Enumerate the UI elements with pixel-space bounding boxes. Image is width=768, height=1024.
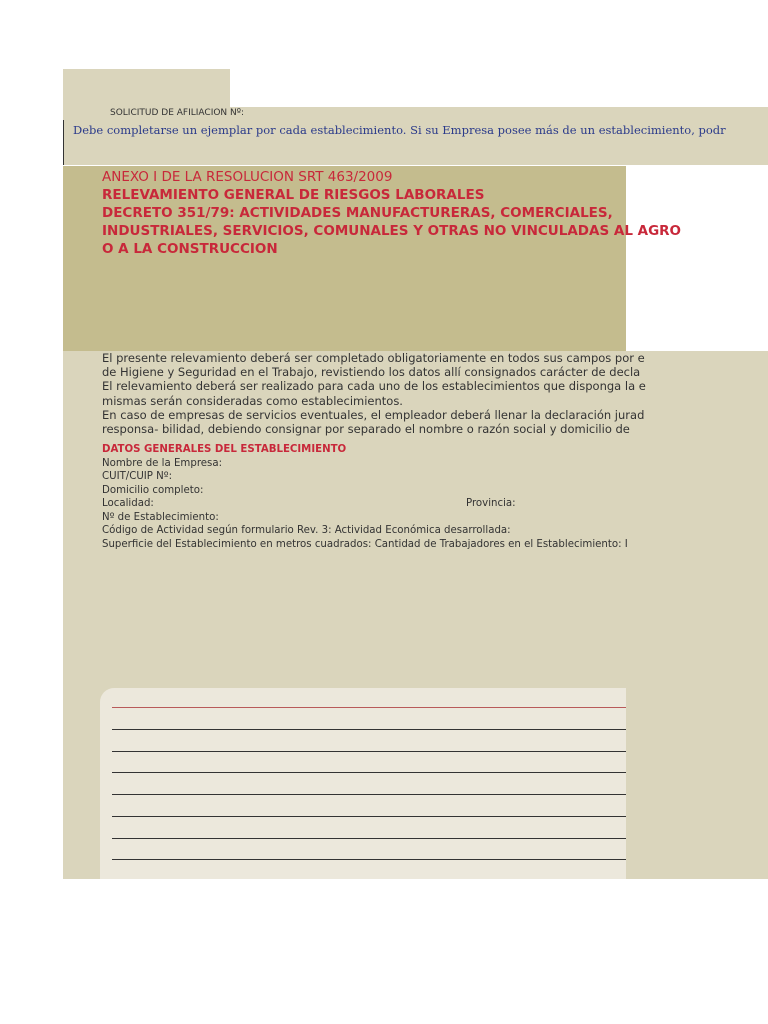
datos-heading: DATOS GENERALES DEL ESTABLECIMIENTO xyxy=(102,444,347,455)
nro-establecimiento-field-label: Nº de Establecimiento: xyxy=(102,511,219,523)
writing-line xyxy=(112,859,626,860)
writing-line xyxy=(112,707,626,708)
title-line-construccion: O A LA CONSTRUCCION xyxy=(102,241,278,257)
title-line-industriales: INDUSTRIALES, SERVICIOS, COMUNALES Y OTRAS NO VINCULADAS AL AGRO xyxy=(102,223,682,239)
domicilio-field-label: Domicilio completo: xyxy=(102,484,204,496)
instruction-text: Debe completarse un ejemplar por cada establecimiento. Si su Empresa posee más de un establecimiento, podr xyxy=(73,123,726,137)
writing-line xyxy=(112,816,626,817)
writing-line xyxy=(112,772,626,773)
lined-writing-panel xyxy=(100,688,626,879)
header-tab-block xyxy=(63,69,230,109)
datos-generales-section xyxy=(102,443,626,551)
intro-line: En caso de empresas de servicios eventuales, el empleador deberá llenar la declaración jurad xyxy=(102,407,645,422)
intro-line: responsa- bilidad, debiendo consignar por separado el nombre o razón social y domicilio de xyxy=(102,422,630,437)
title-line-relevamiento: RELEVAMIENTO GENERAL DE RIESGOS LABORALES xyxy=(102,187,485,203)
superficie-field-label: Superficie del Establecimiento en metros cuadrados: Cantidad de Trabajadores en el Establecimiento: I xyxy=(102,538,628,550)
intro-paragraphs xyxy=(102,351,646,437)
intro-line: El relevamiento deberá ser realizado para cada uno de los establecimientos que disponga la e xyxy=(102,379,646,394)
empresa-field-label: Nombre de la Empresa: xyxy=(102,457,223,469)
intro-line: El presente relevamiento deberá ser completado obligatoriamente en todos sus campos por e xyxy=(102,351,645,365)
writing-line xyxy=(112,729,626,730)
intro-line: mismas serán consideradas como establecimientos. xyxy=(102,393,403,408)
cuit-field-label: CUIT/CUIP Nº: xyxy=(102,471,173,482)
writing-line xyxy=(112,838,626,839)
codigo-actividad-field-label: Código de Actividad según formulario Rev. 3: Actividad Económica desarrollada: xyxy=(102,525,511,536)
header-left-rule xyxy=(63,120,64,165)
localidad-field-label: Localidad: xyxy=(102,498,154,509)
solicitud-label: SOLICITUD DE AFILIACION Nº: xyxy=(110,108,245,118)
localidad-row xyxy=(102,497,626,511)
title-line-decreto: DECRETO 351/79: ACTIVIDADES MANUFACTURERAS, COMERCIALES, xyxy=(102,205,613,221)
intro-line: de Higiene y Seguridad en el Trabajo, revistiendo los datos allí consignados carácter de decla xyxy=(102,365,641,380)
writing-line xyxy=(112,751,626,752)
writing-line xyxy=(112,794,626,795)
provincia-field-label: Provincia: xyxy=(466,498,516,509)
title-text xyxy=(102,168,682,258)
title-line-anexo: ANEXO I DE LA RESOLUCION SRT 463/2009 xyxy=(102,169,393,185)
